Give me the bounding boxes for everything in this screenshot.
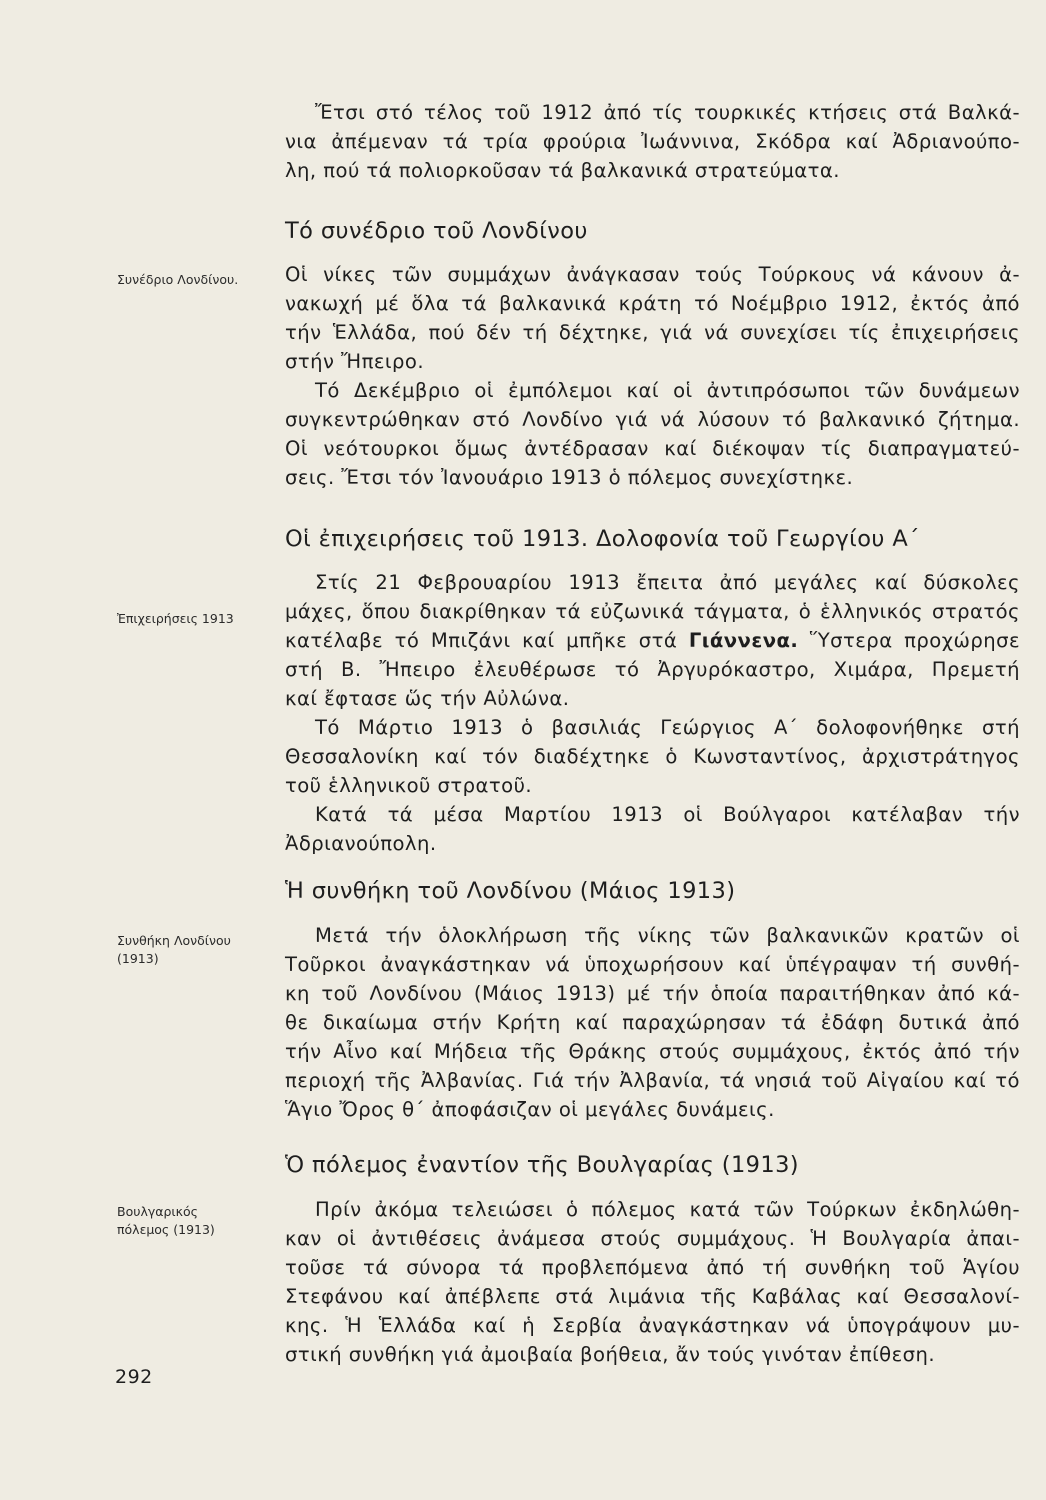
text-line: Οἱ νεότουρκοι ὅμως ἀντέδρασαν καί διέκοψαν τίς διαπραγματεύ- xyxy=(285,437,1020,460)
text-line: κη τοῦ Λονδίνου (Μάιος 1913) μέ τήν ὁποία παραιτήθηκαν ἀπό κά- xyxy=(285,982,1020,1005)
text-line: τοῦ ἑλληνικοῦ στρατοῦ. xyxy=(285,774,533,797)
text-line: κατέλαβε τό Μπιζάνι καί μπῆκε στά Γιάννενα. Ὕστερα προχώρησε xyxy=(285,629,1020,652)
text-line: κης. Ἡ Ἑλλάδα καί ἡ Σερβία ἀναγκάστηκαν νά ὑπογράψουν μυ- xyxy=(285,1314,1020,1337)
section-title-operations-1913: Οἱ ἐπιχειρήσεις τοῦ 1913. Δολοφονία τοῦ Γεωργίου Α΄ xyxy=(285,526,920,552)
text-line: στική συνθήκη γιά ἀμοιβαία βοήθεια, ἄν τούς γινόταν ἐπίθεση. xyxy=(285,1343,936,1366)
text-line: Ἔτσι στό τέλος τοῦ 1912 ἀπό τίς τουρκικές κτήσεις στά Βαλκά- xyxy=(315,101,1020,124)
text-line: Ἀδριανούπολη. xyxy=(285,832,437,855)
text-line: θε δικαίωμα στήν Κρήτη καί παραχώρησαν τά ἐδάφη δυτικά ἀπό xyxy=(285,1011,1020,1034)
text-line: λη, πού τά πολιορκοῦσαν τά βαλκανικά στρατεύματα. xyxy=(285,159,840,182)
text-line: Κατά τά μέσα Μαρτίου 1913 οἱ Βούλγαροι κατέλαβαν τήν xyxy=(315,803,1020,826)
text-line: νακωχή μέ ὅλα τά βαλκανικά κράτη τό Νοέμβριο 1912, ἐκτός ἀπό xyxy=(285,292,1020,315)
margin-note-london-congress: Συνέδριο Λονδίνου. xyxy=(117,272,239,287)
text-line: καί ἔφτασε ὥς τήν Αὐλώνα. xyxy=(285,687,570,710)
text-line: νια ἀπέμεναν τά τρία φρούρια Ἰωάννινα, Σκόδρα καί Ἀδριανούπο- xyxy=(285,130,1020,153)
text-line: μάχες, ὅπου διακρίθηκαν τά εὐζωνικά τάγματα, ὁ ἑλληνικός στρατός xyxy=(285,600,1020,623)
text-line: Πρίν ἀκόμα τελειώσει ὁ πόλεμος κατά τῶν Τούρκων ἐκδηλώθη- xyxy=(315,1198,1020,1221)
margin-note-bulgarian-war: Βουλγαρικός πόλεμος (1913) xyxy=(117,1204,215,1237)
text-line: τήν Αἶνο καί Μήδεια τῆς Θράκης στούς συμμάχους, ἐκτός ἀπό τήν xyxy=(285,1040,1020,1063)
section-body-london-congress xyxy=(285,260,1020,492)
section-body-bulgarian-war xyxy=(285,1195,1020,1369)
text-line: Στίς 21 Φεβρουαρίου 1913 ἔπειτα ἀπό μεγάλες καί δύσκολες xyxy=(315,571,1020,594)
text-line: Τοῦρκοι ἀναγκάστηκαν νά ὑποχωρήσουν καί ὑπέγραψαν τή συνθή- xyxy=(285,953,1020,976)
bold-place-name: Γιάννενα. xyxy=(688,629,799,652)
text-line: Θεσσαλονίκη καί τόν διαδέχτηκε ὁ Κωνσταντίνος, ἀρχιστράτηγος xyxy=(285,745,1020,768)
text-line: τήν Ἑλλάδα, πού δέν τή δέχτηκε, γιά νά συνεχίσει τίς ἐπιχειρήσεις xyxy=(285,321,1020,344)
margin-note-operations-1913: Ἐπιχειρήσεις 1913 xyxy=(117,611,234,626)
section-body-operations-1913 xyxy=(285,568,1020,858)
section-title-london-treaty: Ἡ συνθήκη τοῦ Λονδίνου (Μάιος 1913) xyxy=(285,878,736,904)
text-line: σεις. Ἔτσι τόν Ἰανουάριο 1913 ὁ πόλεμος συνεχίστηκε. xyxy=(285,466,854,489)
text-line: Τό Δεκέμβριο οἱ ἐμπόλεμοι καί οἱ ἀντιπρόσωποι τῶν δυνάμεων xyxy=(315,379,1020,402)
text-line: Στεφάνου καί ἀπέβλεπε στά λιμάνια τῆς Καβάλας καί Θεσσαλονί- xyxy=(285,1285,1020,1308)
section-title-bulgarian-war: Ὁ πόλεμος ἐναντίον τῆς Βουλγαρίας (1913) xyxy=(285,1152,799,1178)
text-line: τοῦσε τά σύνορα τά προβλεπόμενα ἀπό τή συνθήκη τοῦ Ἁγίου xyxy=(285,1256,1020,1279)
text-line: στή Β. Ἤπειρο ἐλευθέρωσε τό Ἀργυρόκαστρο, Χιμάρα, Πρεμετή xyxy=(285,658,1020,681)
text-line: περιοχή τῆς Ἀλβανίας. Γιά τήν Ἀλβανία, τά νησιά τοῦ Αἰγαίου καί τό xyxy=(285,1069,1020,1092)
page-number: 292 xyxy=(115,1366,153,1388)
text-line: Οἱ νίκες τῶν συμμάχων ἀνάγκασαν τούς Τούρκους νά κάνουν ἀ- xyxy=(285,263,1020,286)
text-line: Ἅγιο Ὄρος θ΄ ἀποφάσιζαν οἱ μεγάλες δυνάμεις. xyxy=(285,1098,775,1121)
section-body-london-treaty xyxy=(285,921,1020,1124)
text-line: καν οἱ ἀντιθέσεις ἀνάμεσα στούς συμμάχους. Ἡ Βουλγαρία ἀπαι- xyxy=(285,1227,1020,1250)
text-line: Μετά τήν ὁλοκλήρωση τῆς νίκης τῶν βαλκανικῶν κρατῶν οἱ xyxy=(315,924,1020,947)
margin-note-london-treaty: Συνθήκη Λονδίνου (1913) xyxy=(117,933,231,966)
intro-paragraph xyxy=(285,98,1020,185)
section-title-london-congress: Τό συνέδριο τοῦ Λονδίνου xyxy=(285,218,588,244)
text-line: Τό Μάρτιο 1913 ὁ βασιλιάς Γεώργιος Α΄ δολοφονήθηκε στή xyxy=(315,716,1020,739)
text-line: στήν Ἤπειρο. xyxy=(285,350,424,373)
text-line: συγκεντρώθηκαν στό Λονδίνο γιά νά λύσουν τό βαλκανικό ζήτημα. xyxy=(285,408,1020,431)
